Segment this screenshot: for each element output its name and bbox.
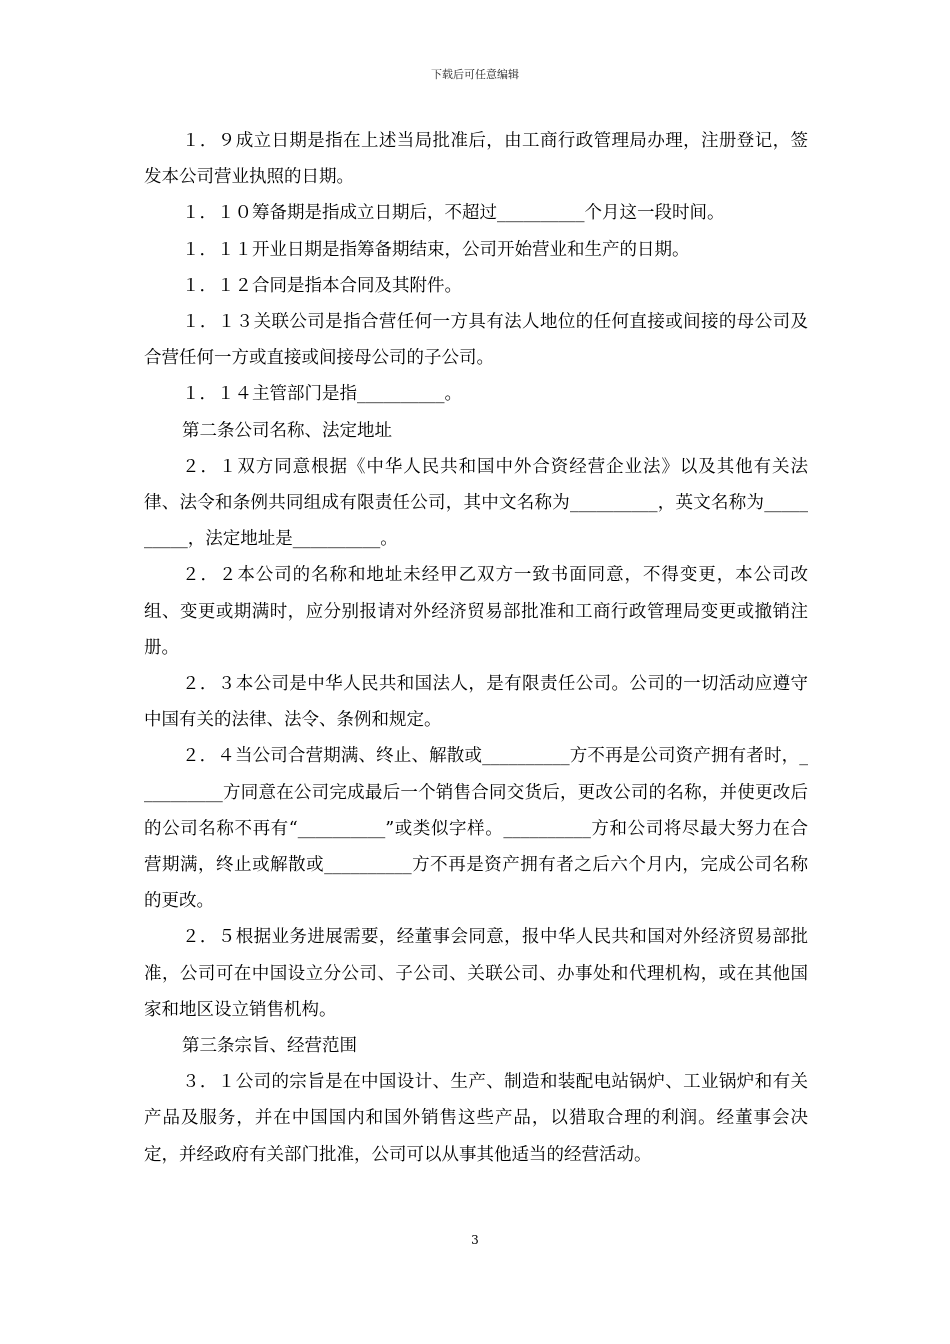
clause-1-13: １．１３关联公司是指合营任何一方具有法人地位的任何直接或间接的母公司及合营任何一方或直接或间接母公司的子公司。 — [144, 312, 808, 369]
clause-3-1: ３．１公司的宗旨是在中国设计、生产、制造和装配电站锅炉、工业锅炉和有关产品及服务，并在中国国内和国外销售这些产品，以猎取合理的利润。经董事会决定，并经政府有关部门批准，公司可以从事其他适当的经营活动。 — [144, 1072, 808, 1165]
clause-1-12: １．１２合同是指本合同及其附件。 — [182, 275, 462, 296]
clause-1-11: １．１１开业日期是指筹备期结束，公司开始营业和生产的日期。 — [182, 239, 690, 260]
article-2-heading: 第二条公司名称、法定地址 — [182, 420, 392, 441]
clause-1-14: １．１４主管部门是指__________。 — [182, 384, 462, 405]
document-body — [144, 123, 808, 1173]
clause-1-9: １．９成立日期是指在上述当局批准后，由工商行政管理局办理，注册登记，签发本公司营业执照的日期。 — [144, 131, 808, 188]
page-header: 下载后可任意编辑 — [431, 68, 519, 81]
clause-2-3: ２．３本公司是中华人民共和国法人，是有限责任公司。公司的一切活动应遵守中国有关的法律、法令、条例和规定。 — [144, 674, 808, 731]
page-number: 3 — [471, 1233, 479, 1247]
clause-2-5: ２．５根据业务进展需要，经董事会同意，报中华人民共和国对外经济贸易部批准，公司可在中国设立分公司、子公司、关联公司、办事处和代理机构，或在其他国家和地区设立销售机构。 — [144, 927, 808, 1020]
clause-1-10: １．１０筹备期是指成立日期后，不超过__________个月这一段时间。 — [182, 203, 725, 224]
clause-2-2: ２．２本公司的名称和地址未经甲乙双方一致书面同意，不得变更，本公司改组、变更或期满时，应分别报请对外经济贸易部批准和工商行政管理局变更或撤销注册。 — [144, 565, 808, 658]
article-3-heading: 第三条宗旨、经营范围 — [182, 1036, 357, 1057]
clause-2-4: ２．４当公司合营期满、终止、解散或__________方不再是公司资产拥有者时，__________方同意在公司完成最后一个销售合同交货后，更改公司的名称，并使更改后的公司名称不再有“__________”或类似字样。__________方和公司将尽最大努力在合营期满，终止或解散或__________方不再是资产拥有者之后六个月内，完成公司名称的更改。 — [144, 746, 808, 912]
clause-2-1: ２．１双方同意根据《中华人民共和国中外合资经营企业法》以及其他有关法律、法令和条例共同组成有限责任公司，其中文名称为__________，英文名称为__________，法定地址是__________。 — [144, 456, 808, 550]
